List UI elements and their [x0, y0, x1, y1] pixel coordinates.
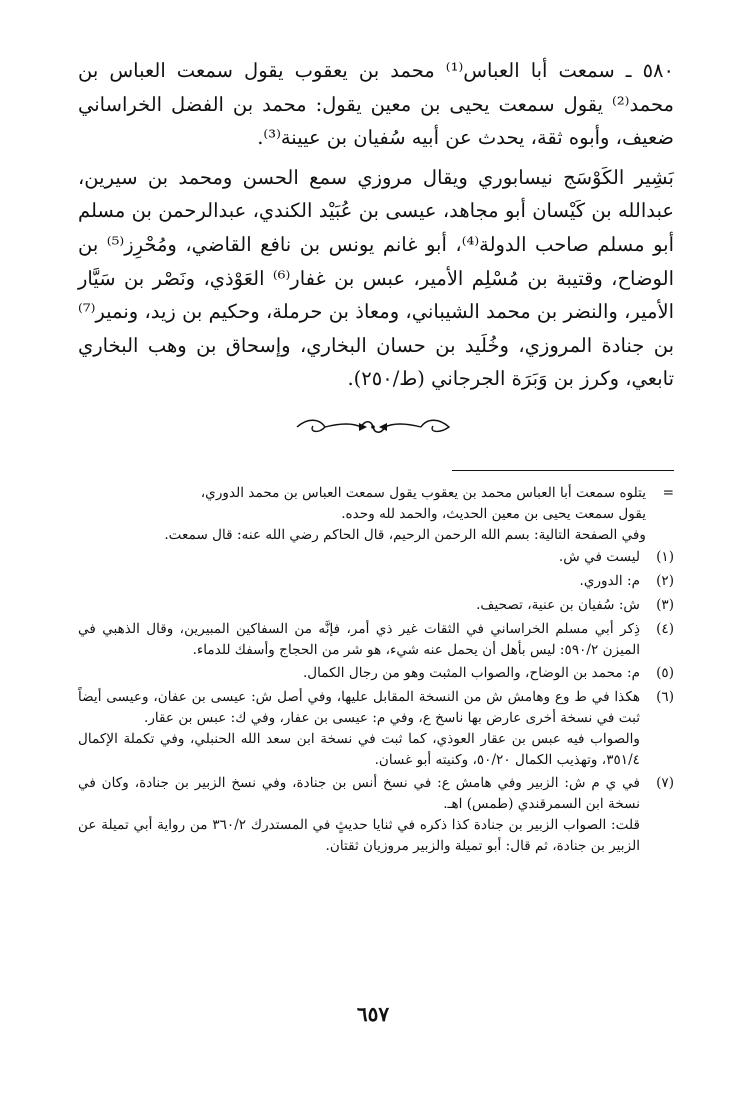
footnote-5 [78, 663, 674, 684]
footnote-text: هكذا في ط وع وهامش ش من النسخة المقابل عليها، وفي أصل ش: عيسى بن عفان، وعيسى أيضاً ثبت في نسخة أخرى عارض بها ناسخ ع، وفي م: عيسى بن عفار، وفي ك: عبس بن عقار. [78, 689, 640, 726]
continuation-note [78, 483, 674, 545]
footnote-text: ليست في ش. [558, 549, 640, 566]
footnote-7 [78, 773, 674, 856]
footnotes [78, 483, 674, 860]
footnote-text: والصواب فيه عبس بن عقار العوذي، كما ثبت في نسخة ابن سعد الله الحنبلي، وفي تكملة الإكمال ٣٥١/٤، وتهذيب الكمال ٥٠/٢٠، وكنيته أبو غسان. [78, 730, 640, 768]
footnote-number: (٦) [656, 689, 674, 706]
footnote-6 [78, 687, 674, 770]
footnote-text: ش: سُفيان بن عنية، تصحيف. [476, 596, 640, 613]
continuation-line: يقول سمعت يحيى بن معين الحديث، والحمد لله وحده. [341, 505, 646, 522]
footnote-text: م: الدوري. [579, 573, 640, 590]
continuation-mark: = [662, 485, 674, 501]
footnote-number: (٧) [656, 775, 674, 792]
continuation-line: وفي الصفحة التالية: بسم الله الرحمن الرحيم، قال الحاكم رضي الله عنه: قال سمعت. [164, 526, 646, 543]
footnote-text: ذِكر أبي مسلم الخراساني في الثقات غير ذي أمر، فإنَّه من السفاكين المبيرين، وقال الذهبي في الميزن ٥٩٠/٢: ليس بأهل أن يحمل عنه شيء، هو شر من الحجاج وأسفك للدماء. [78, 620, 640, 658]
footnote-number: (٣) [656, 596, 674, 613]
footnote-number: (١) [656, 549, 674, 566]
footnote-text: قلت: الصواب الزبير بن جنادة كذا ذكره في ثنايا حديثٍ في المستدرك ٣٦٠/٢ من رواية أبي تميلة عن الزبير بن جنادة، ثم قال: أبو تميلة والزبير مروزيان ثقتان. [78, 816, 640, 854]
footnote-number: (٤) [656, 620, 674, 637]
ornament-divider-icon [293, 414, 453, 440]
footnote-number: (٥) [656, 665, 674, 682]
footnote-separator [452, 470, 674, 471]
footnote-text: م: محمد بن الوضاح، والصواب المثبت وهو من رجال الكمال. [302, 665, 640, 682]
footnote-1 [78, 547, 674, 568]
footnote-3 [78, 595, 674, 616]
footnote-4 [78, 619, 674, 661]
footnote-number: (٢) [656, 573, 674, 590]
footnote-2 [78, 571, 674, 592]
page-number: ٦٥٧ [356, 1002, 390, 1026]
main-paragraph-2: بَشِير الكَوْسَج نيسابوري ويقال مروزي سمع الحسن ومحمد بن سيرين، عبدالله بن كَيْسان أبو مجاهد، عيسى بن عُبَيْد الكندي، عبدالرحمن بن مسلم أبو مسلم صاحب الدولة⁽⁴⁾، أبو غانم يونس بن نافع القاضي، ومُحْرِز⁽⁵⁾ بن الوضاح، وقتيبة بن مُسْلِم الأمير، عبس بن غفار⁽⁶⁾ العَوْذي، ونَصْر بن سَيَّار الأمير، والنضر بن محمد الشيباني، ومعاذ بن حرملة، وحكيم بن زيد، ونمير⁽⁷⁾ بن جنادة المروزي، وخُلَيد بن حسان البخاري، وإسحاق بن وهب البخاري تابعي، وكرز بن وَبَرَة الجرجاني (ط/٢٥٠). [78, 165, 675, 391]
footnote-text: في ي م ش: الزبير وفي هامش ع: في نسخ أنس بن جنادة، وفي نسخ الزبير بن جنادة، وكان في نسخة ابن السمرقندي (طمس) اهـ. [78, 775, 640, 813]
main-text [78, 54, 674, 396]
main-paragraph-1: ٥٨٠ ـ سمعت أبا العباس⁽¹⁾ محمد بن يعقوب يقول سمعت العباس بن محمد⁽²⁾ يقول سمعت يحيى بن معين يقول: محمد بن الفضل الخراساني ضعيف، وأبوه ثقة، يحدث عن أبيه سُفيان بن عيينة⁽³⁾. [78, 59, 674, 150]
continuation-line: يتلوه سمعت أبا العباس محمد بن يعقوب يقول سمعت العباس بن محمد الدوري، [200, 485, 646, 501]
